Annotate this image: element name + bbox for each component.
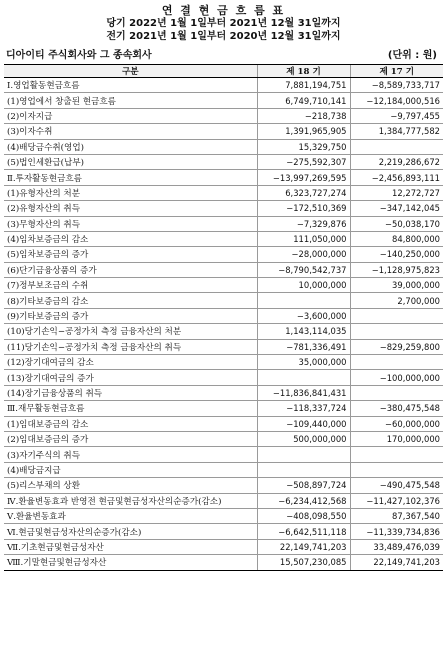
row-value-prior: −347,142,045: [350, 201, 443, 216]
row-value-prior: −490,475,548: [350, 478, 443, 493]
table-row: [4, 447, 443, 462]
row-label: (14)장기금융상품의 취득: [4, 385, 257, 400]
row-label: Ⅲ.재무활동현금흐름: [4, 401, 257, 416]
column-header-current: 제 18 기: [257, 65, 350, 78]
row-value-prior: −1,128,975,823: [350, 262, 443, 277]
row-label: (11)당기손익−공정가치 측정 금융자산의 취득: [4, 339, 257, 354]
row-label: (2)이자지급: [4, 108, 257, 123]
row-value-prior: −829,259,800: [350, 339, 443, 354]
period-current: 당기 2022년 1월 1일부터 2021년 12월 31일까지: [106, 18, 341, 29]
row-label: (7)정부보조금의 수취: [4, 278, 257, 293]
row-label: Ⅰ.영업활동현금흐름: [4, 78, 257, 93]
row-value-prior: [350, 324, 443, 339]
table-row: [4, 308, 443, 323]
row-value-current: −6,642,511,118: [257, 524, 350, 539]
row-value-prior: 1,384,777,582: [350, 124, 443, 139]
table-row: [4, 478, 443, 493]
table-row: [4, 262, 443, 277]
row-value-current: −109,440,000: [257, 416, 350, 431]
row-value-prior: 39,000,000: [350, 278, 443, 293]
row-value-current: −781,336,491: [257, 339, 350, 354]
row-value-current: 111,050,000: [257, 231, 350, 246]
row-value-prior: [350, 447, 443, 462]
row-value-current: 35,000,000: [257, 355, 350, 370]
table-row: [4, 201, 443, 216]
row-value-current: [257, 370, 350, 385]
row-value-current: 6,749,710,141: [257, 93, 350, 108]
row-value-current: 22,149,741,203: [257, 539, 350, 554]
row-value-current: 1,391,965,905: [257, 124, 350, 139]
row-value-current: −8,790,542,737: [257, 262, 350, 277]
row-value-prior: 22,149,741,203: [350, 555, 443, 570]
table-row: [4, 170, 443, 185]
row-value-prior: −50,038,170: [350, 216, 443, 231]
row-value-current: 500,000,000: [257, 431, 350, 446]
table-row: [4, 247, 443, 262]
table-row: [4, 78, 443, 93]
table-row: [4, 555, 443, 570]
table-row: [4, 216, 443, 231]
row-value-current: [257, 293, 350, 308]
row-value-prior: 2,219,286,672: [350, 154, 443, 169]
row-value-current: −218,738: [257, 108, 350, 123]
company-name: 디아이티 주식회사와 그 종속회사: [6, 50, 152, 61]
row-label: (10)당기손익−공정가치 측정 금융자산의 처분: [4, 324, 257, 339]
table-row: [4, 124, 443, 139]
table-row: [4, 401, 443, 416]
row-value-prior: 33,489,476,039: [350, 539, 443, 554]
row-value-current: −28,000,000: [257, 247, 350, 262]
table-row: [4, 93, 443, 108]
row-label: (6)단기금융상품의 증가: [4, 262, 257, 277]
row-value-prior: [350, 385, 443, 400]
table-row: [4, 539, 443, 554]
row-value-prior: [350, 139, 443, 154]
row-label: (3)자기주식의 취득: [4, 447, 257, 462]
row-value-current: 6,323,727,274: [257, 185, 350, 200]
row-value-current: −118,337,724: [257, 401, 350, 416]
table-row: [4, 339, 443, 354]
row-value-current: 15,329,750: [257, 139, 350, 154]
row-label: (9)기타보증금의 증가: [4, 308, 257, 323]
row-label: Ⅱ.투자활동현금흐름: [4, 170, 257, 185]
cash-flow-table: [4, 64, 443, 571]
row-value-current: −3,600,000: [257, 308, 350, 323]
table-row: [4, 431, 443, 446]
row-value-current: −408,098,550: [257, 508, 350, 523]
row-value-current: 1,143,114,035: [257, 324, 350, 339]
table-row: [4, 524, 443, 539]
row-value-current: −11,836,841,431: [257, 385, 350, 400]
table-row: [4, 278, 443, 293]
row-value-prior: −8,589,733,717: [350, 78, 443, 93]
table-row: [4, 139, 443, 154]
table-row: [4, 493, 443, 508]
table-row: [4, 370, 443, 385]
table-row: [4, 462, 443, 477]
row-label: (5)리스부채의 상환: [4, 478, 257, 493]
row-value-current: 10,000,000: [257, 278, 350, 293]
row-value-prior: [350, 308, 443, 323]
table-row: [4, 355, 443, 370]
row-label: (13)장기대여금의 증가: [4, 370, 257, 385]
table-row: [4, 185, 443, 200]
row-label: (2)임대보증금의 증가: [4, 431, 257, 446]
row-label: (8)기타보증금의 감소: [4, 293, 257, 308]
row-label: (3)이자수취: [4, 124, 257, 139]
row-value-current: 7,881,194,751: [257, 78, 350, 93]
row-value-prior: −9,797,455: [350, 108, 443, 123]
row-label: (12)장기대여금의 감소: [4, 355, 257, 370]
table-row: [4, 293, 443, 308]
cash-flow-statement-page: [0, 4, 447, 658]
table-row: [4, 231, 443, 246]
row-value-current: −13,997,269,595: [257, 170, 350, 185]
table-row: [4, 508, 443, 523]
row-value-current: −6,234,412,568: [257, 493, 350, 508]
table-row: [4, 385, 443, 400]
row-value-prior: −2,456,893,111: [350, 170, 443, 185]
row-label: Ⅴ.환율변동효과: [4, 508, 257, 523]
row-value-current: [257, 462, 350, 477]
row-value-current: −172,510,369: [257, 201, 350, 216]
row-label: (5)임차보증금의 증가: [4, 247, 257, 262]
unit-label: (단위 : 원): [387, 50, 437, 61]
row-label: Ⅶ.기초현금및현금성자산: [4, 539, 257, 554]
table-row: [4, 154, 443, 169]
row-value-current: −508,897,724: [257, 478, 350, 493]
row-label: (2)유형자산의 취득: [4, 201, 257, 216]
row-value-current: −7,329,876: [257, 216, 350, 231]
period-prior: 전기 2021년 1월 1일부터 2020년 12월 31일까지: [106, 31, 341, 42]
statement-title: 연 결 현 금 흐 름 표: [161, 4, 286, 17]
table-header-row: [4, 65, 443, 78]
row-value-current: 15,507,230,085: [257, 555, 350, 570]
row-label: (4)배당금수취(영업): [4, 139, 257, 154]
row-value-prior: 12,272,727: [350, 185, 443, 200]
row-value-prior: 87,367,540: [350, 508, 443, 523]
table-row: [4, 108, 443, 123]
column-header-item: 구분: [4, 65, 257, 78]
row-label: (1)임대보증금의 감소: [4, 416, 257, 431]
company-line: [4, 46, 443, 61]
row-label: Ⅵ.현금및현금성자산의순증가(감소): [4, 524, 257, 539]
row-label: (1)유형자산의 처분: [4, 185, 257, 200]
table-row: [4, 416, 443, 431]
row-label: (1)영업에서 창출된 현금흐름: [4, 93, 257, 108]
row-label: (4)배당금지급: [4, 462, 257, 477]
row-label: Ⅷ.기말현금및현금성자산: [4, 555, 257, 570]
row-label: Ⅳ.환율변동효과 반영전 현금및현금성자산의순증가(감소): [4, 493, 257, 508]
row-label: (4)임차보증금의 감소: [4, 231, 257, 246]
row-label: (3)무형자산의 취득: [4, 216, 257, 231]
row-value-prior: −11,427,102,376: [350, 493, 443, 508]
row-value-prior: 84,800,000: [350, 231, 443, 246]
row-value-prior: −100,000,000: [350, 370, 443, 385]
row-value-prior: 170,000,000: [350, 431, 443, 446]
row-label: (5)법인세환급(납부): [4, 154, 257, 169]
row-value-prior: −60,000,000: [350, 416, 443, 431]
row-value-prior: −380,475,548: [350, 401, 443, 416]
row-value-prior: −11,339,734,836: [350, 524, 443, 539]
row-value-prior: 2,700,000: [350, 293, 443, 308]
row-value-prior: −140,250,000: [350, 247, 443, 262]
column-header-prior: 제 17 기: [350, 65, 443, 78]
row-value-prior: [350, 355, 443, 370]
row-value-current: [257, 447, 350, 462]
row-value-prior: −12,184,000,516: [350, 93, 443, 108]
row-value-current: −275,592,307: [257, 154, 350, 169]
row-value-prior: [350, 462, 443, 477]
table-row: [4, 324, 443, 339]
